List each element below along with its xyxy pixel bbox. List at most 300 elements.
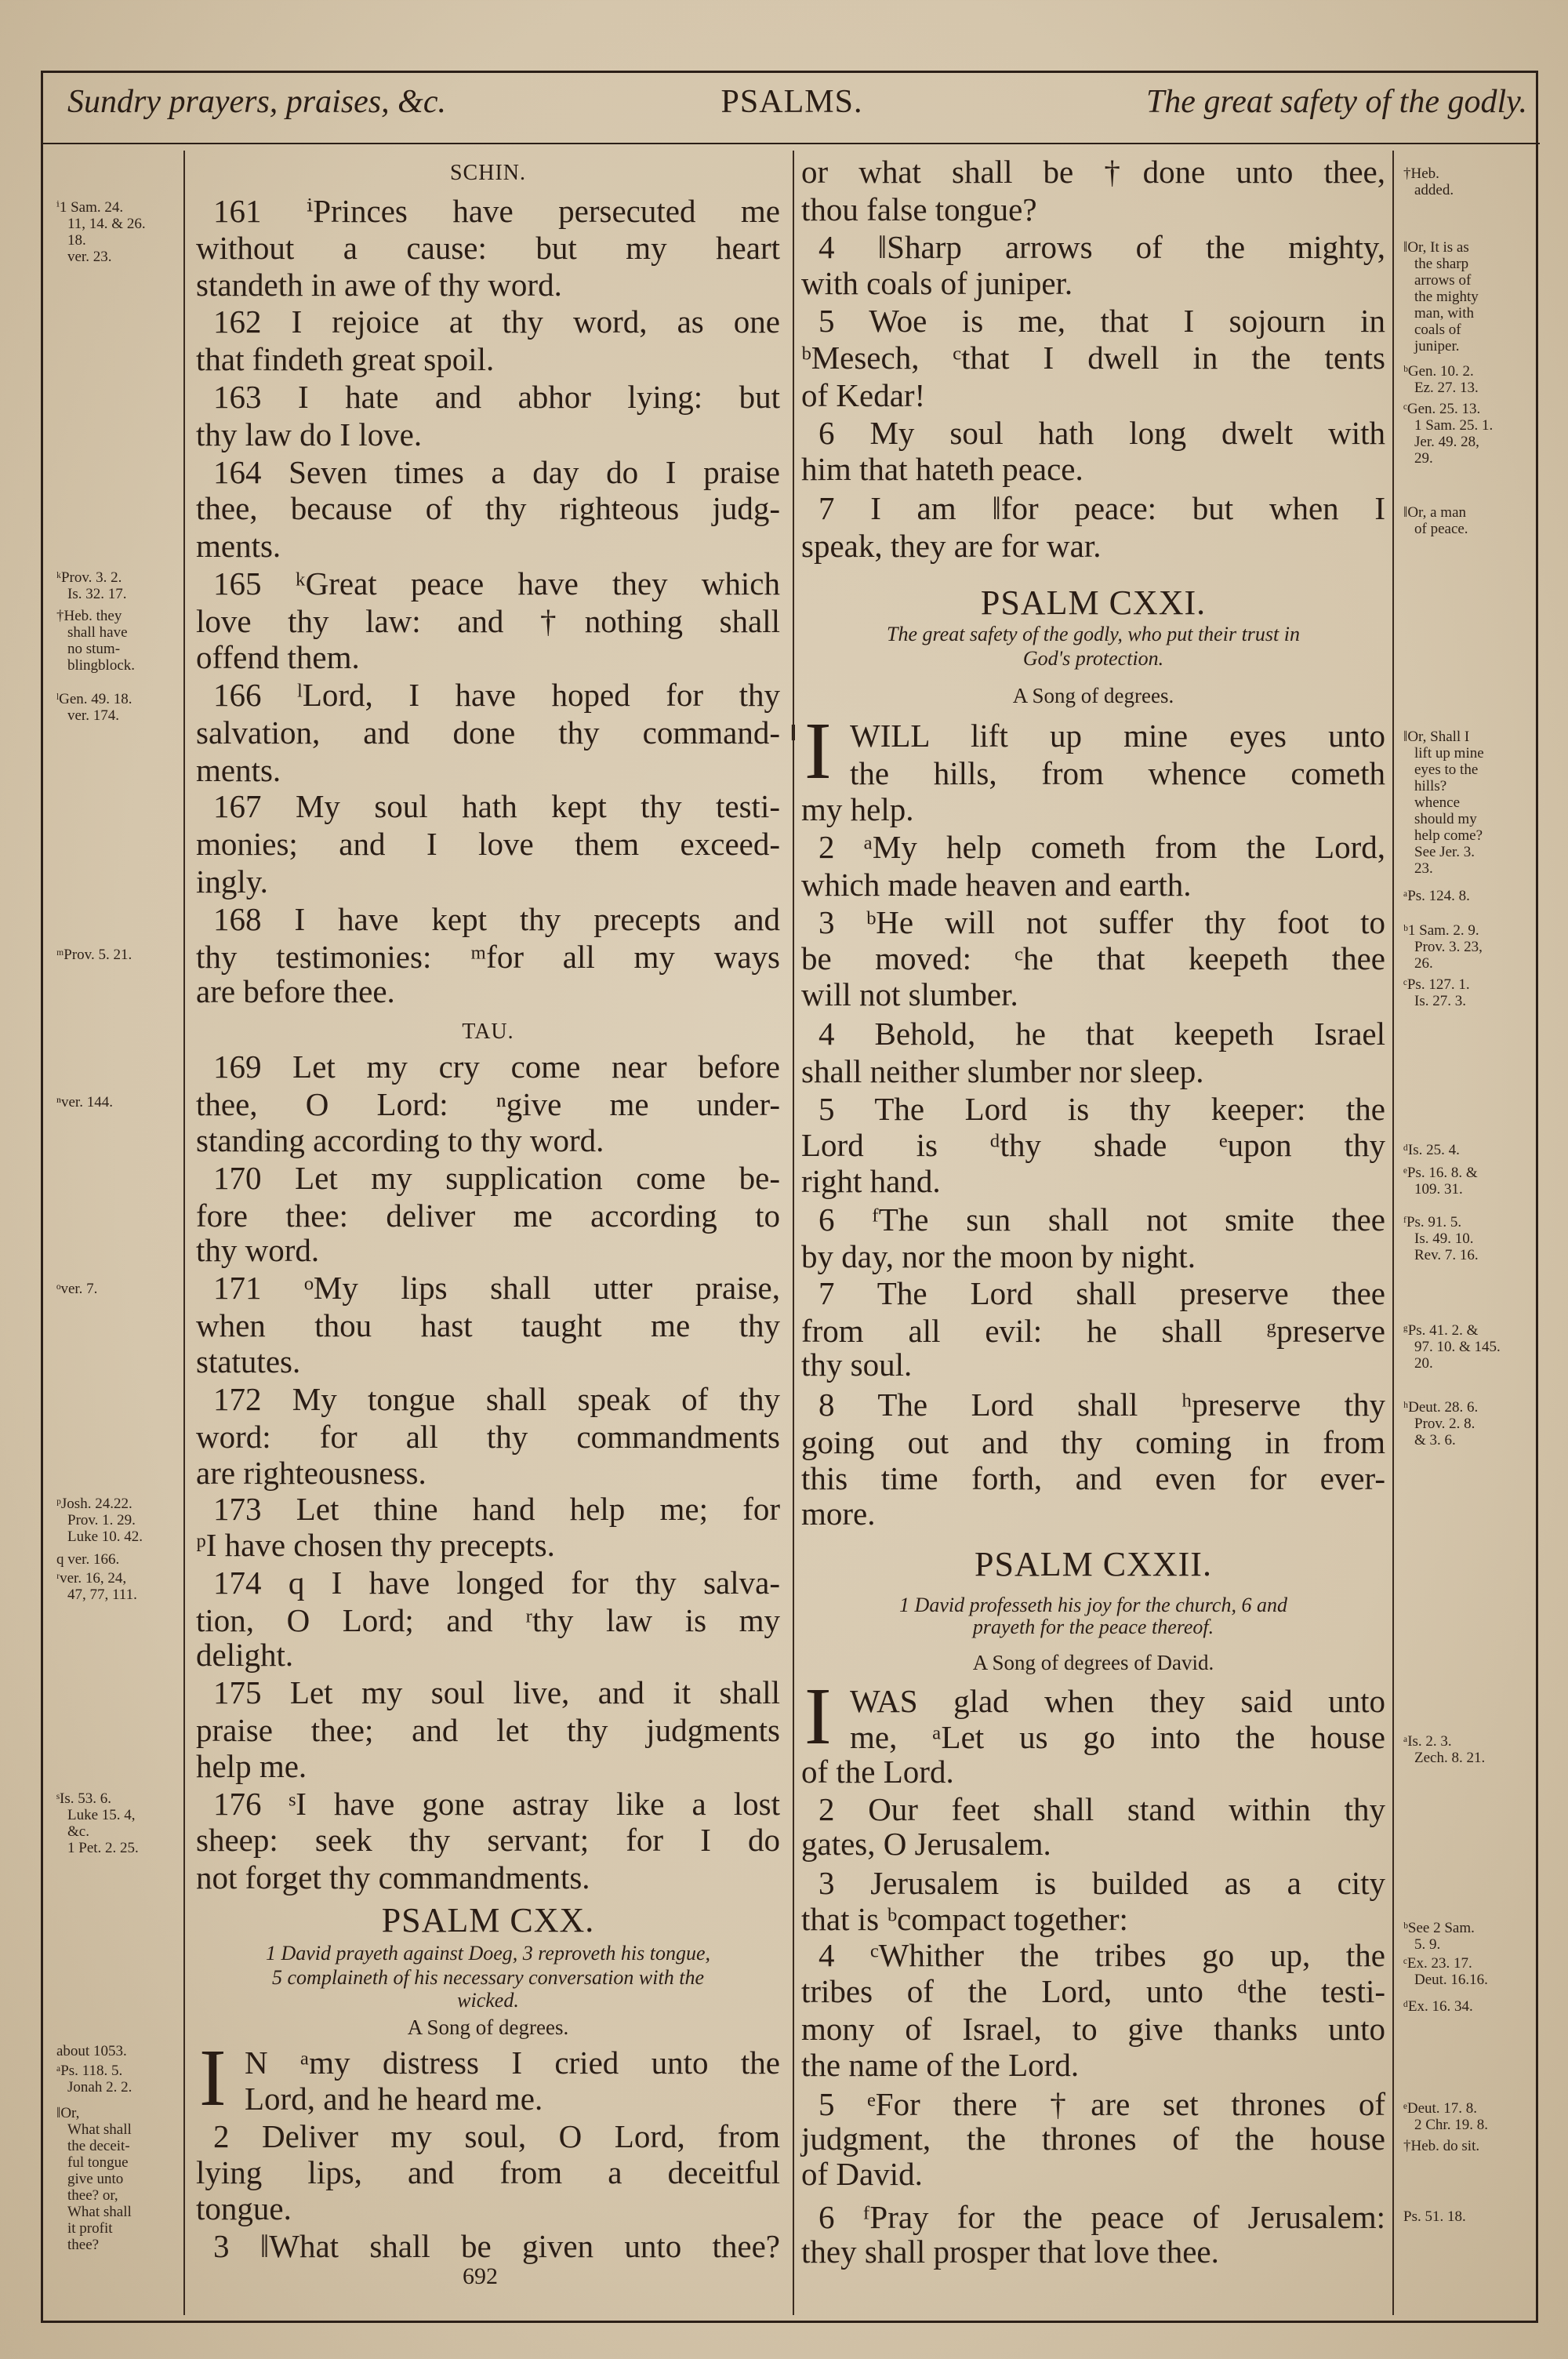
left-margin-note: ʳver. 16, 24, (56, 1569, 127, 1587)
verse-line (213, 1490, 780, 1528)
right-margin-note: ᵃPs. 124. 8. (1403, 888, 1470, 905)
verse-line (213, 1159, 780, 1197)
verse-line (196, 416, 780, 453)
right-margin-note: & 3. 6. (1414, 1432, 1456, 1449)
verse-line (213, 1269, 780, 1307)
drop-cap: I (199, 2032, 227, 2123)
running-head-right: The great safety of the godly. (1145, 84, 1527, 120)
line-text: love thy law: and †nothing shall (196, 603, 780, 640)
right-margin-note: ᵉPs. 16. 8. & (1403, 1165, 1478, 1182)
verse-line (213, 2117, 780, 2155)
verse-line (213, 1380, 780, 1418)
verse-line (801, 2010, 1385, 2048)
verse-line (196, 863, 780, 900)
verse-line (196, 229, 780, 267)
verse-line (818, 1090, 1385, 1128)
line-text: ingly. (196, 863, 268, 900)
verse-line (196, 1307, 780, 1344)
line-text: 5 complaineth of his necessary conversation with the (272, 1966, 704, 1990)
verse-line (196, 1636, 780, 1674)
line-text: 5 ᵉFor there †are set thrones of (818, 2086, 1385, 2123)
line-text: 3 ᵇHe will not suffer thy foot to (818, 903, 1385, 940)
psalm-heading (801, 583, 1385, 623)
right-margin-note: 5. 9. (1414, 1936, 1441, 1953)
line-text: A Song of degrees. (407, 2015, 569, 2039)
line-text: 3 Jerusalem is builded as a city (818, 1865, 1385, 1902)
left-margin-note: blingblock. (67, 657, 136, 674)
verse-line (801, 976, 1385, 1013)
line-text: lying lips, and from a deceitful (196, 2154, 780, 2190)
line-text: sheep: seek thy servant; for I do (196, 1821, 780, 1858)
line-text: 1 David prayeth against Doeg, 3 reproveth his tongue, (265, 1942, 711, 1965)
psalm-summary (196, 1942, 780, 1965)
left-margin-note: †Heb. they (56, 608, 122, 625)
verse-line (818, 302, 1385, 340)
left-margin-note: ver. 23. (67, 248, 112, 265)
line-text: 5 Woe is me, that I sojourn in (818, 302, 1385, 339)
line-text: N ᵃmy distress I cried unto the (245, 2044, 780, 2081)
line-text: standeth in awe of thy word. (196, 266, 562, 303)
right-margin-note: Is. 49. 10. (1414, 1230, 1474, 1248)
line-text: ments. (196, 528, 281, 565)
verse-line (245, 2044, 780, 2081)
right-margin-note: 109. 31. (1414, 1181, 1463, 1198)
line-text: thy word. (196, 1231, 320, 1268)
right-margin-note: 20. (1414, 1355, 1433, 1372)
right-margin-note: Ps. 51. 18. (1403, 2208, 1466, 2226)
line-text: thy testimonies: ᵐfor all my ways (196, 938, 780, 975)
left-margin-note: ᵒver. 7. (56, 1280, 98, 1297)
line-text: 164 Seven times a day do I praise (213, 454, 780, 491)
left-margin-note: about 1053. (56, 2043, 127, 2060)
line-text: 165 ᵏGreat peace have they which (213, 565, 780, 602)
left-margin-note: ‖Or, (56, 2104, 80, 2121)
verse-line (801, 1900, 1385, 1938)
line-text: 176 ˢI have gone astray like a lost (213, 1785, 780, 1822)
verse-line (818, 1386, 1385, 1423)
left-margin-rule (183, 151, 185, 2315)
line-text: thou false tongue? (801, 191, 1037, 227)
right-margin-note: 23. (1414, 860, 1433, 877)
line-text: 5 The Lord is thy keeper: the (818, 1090, 1385, 1127)
verse-line (818, 1201, 1385, 1238)
right-margin-note: eyes to the (1414, 761, 1479, 778)
right-margin-note: arrows of (1414, 272, 1472, 289)
line-text: Lord, and he heard me. (245, 2080, 543, 2117)
line-text: will not slumber. (801, 976, 1018, 1012)
verse-line (818, 228, 1385, 266)
verse-line (818, 1936, 1385, 1974)
verse-line (801, 1238, 1385, 1275)
psalm-superscription (801, 1650, 1385, 1675)
line-text: this time forth, and even for ever- (801, 1460, 1385, 1497)
left-margin-note: thee? (67, 2236, 100, 2253)
right-margin-note: help come? (1414, 827, 1483, 844)
line-text: salvation, and done thy command- (196, 714, 780, 751)
line-text: or what shall be †done unto thee, (801, 153, 1385, 190)
verse-line (801, 1126, 1385, 1164)
verse-line (196, 638, 780, 676)
right-margin-note: Rev. 7. 16. (1414, 1247, 1479, 1264)
line-text: tongue. (196, 2190, 292, 2226)
right-margin-note: ᵇSee 2 Sam. (1403, 1919, 1475, 1936)
line-text: 168 I have kept thy precepts and (213, 900, 780, 937)
right-margin-note: the sharp (1414, 256, 1469, 273)
line-text: are before thee. (196, 972, 395, 1009)
verse-line (818, 489, 1385, 527)
page-number: 692 (463, 2263, 498, 2289)
verse-line (196, 266, 780, 304)
line-text: God's protection. (1022, 647, 1164, 671)
line-text: ᵖI have chosen thy precepts. (196, 1526, 555, 1563)
line-text: tion, O Lord; and ʳthy law is my (196, 1601, 780, 1638)
line-text: 3 ‖What shall be given unto thee? (213, 2227, 780, 2264)
right-margin-note: the mighty (1414, 289, 1479, 306)
verse-line (213, 303, 780, 340)
line-text: 171 ᵒMy lips shall utter praise, (213, 1269, 780, 1306)
verse-line (850, 1718, 1385, 1756)
line-text: 166 ˡLord, I have hoped for thy (213, 677, 780, 714)
verse-line (818, 1864, 1385, 1902)
verse-line (801, 1459, 1385, 1497)
right-margin-note: Jer. 49. 28, (1414, 433, 1479, 450)
verse-line (196, 602, 780, 640)
line-text: are righteousness. (196, 1454, 426, 1491)
right-margin-note: Ez. 27. 13. (1414, 379, 1479, 396)
verse-line (196, 1859, 780, 1896)
line-text: mony of Israel, to give thanks unto (801, 2011, 1385, 2048)
verse-line (801, 940, 1385, 977)
verse-line (801, 527, 1385, 565)
right-margin-note: ᵇ1 Sam. 2. 9. (1403, 922, 1479, 940)
line-text: thee, O Lord: ⁿgive me under- (196, 1085, 780, 1122)
line-text: statutes. (196, 1343, 301, 1379)
verse-line (801, 1825, 1385, 1863)
line-text: Lord is ᵈthy shade ᵉupon thy (801, 1126, 1385, 1163)
line-text: 170 Let my supplication come be- (213, 1159, 780, 1196)
right-margin-note: ᵉDeut. 17. 8. (1403, 2100, 1478, 2117)
line-text: without a cause: but my heart (196, 230, 780, 267)
line-text: with coals of juniper. (801, 264, 1073, 301)
verse-line (801, 1972, 1385, 2010)
verse-line (196, 751, 780, 789)
line-text: that is ᵇcompact together: (801, 1901, 1128, 1938)
line-text: 169 Let my cry come near before (213, 1048, 780, 1085)
verse-line (196, 2190, 780, 2227)
verse-line (213, 1048, 780, 1085)
verse-line (213, 1564, 780, 1601)
psalm-superscription (196, 2015, 780, 2040)
line-text: from all evil: he shall ᵍpreserve (801, 1313, 1385, 1350)
line-text: 173 Let thine hand help me; for (213, 1490, 780, 1527)
left-margin-note: the deceit- (67, 2137, 130, 2154)
column-divider (793, 151, 794, 2315)
verse-line (213, 676, 780, 714)
line-text: thy law do I love. (196, 416, 423, 453)
left-margin-note: 18. (67, 231, 86, 249)
left-margin-note: 11, 14. & 26. (67, 215, 146, 232)
verse-line (801, 376, 1385, 414)
verse-line (196, 1343, 780, 1380)
right-margin-note: 97. 10. & 145. (1414, 1339, 1501, 1356)
verse-line (245, 2080, 780, 2117)
psalm-summary (196, 1989, 780, 2012)
right-margin-note: lift up mine (1414, 744, 1484, 761)
line-text: 2 ᵃMy help cometh from the Lord, (818, 828, 1385, 865)
line-text: word: for all thy commandments (196, 1418, 780, 1455)
line-text: 6 ᶠPray for the peace of Jerusalem: (818, 2199, 1385, 2236)
line-text: 4 ‖Sharp arrows of the mighty, (818, 228, 1385, 265)
line-text: 1 David professeth his joy for the church, 6 and (899, 1593, 1287, 1616)
line-text: 6 ᶠThe sun shall not smite thee (818, 1201, 1385, 1238)
verse-line (801, 866, 1385, 903)
right-margin-note: whence (1414, 794, 1461, 811)
line-text: that findeth great spoil. (196, 341, 495, 378)
line-text: by day, nor the moon by night. (801, 1238, 1196, 1274)
psalm-superscription (801, 683, 1385, 708)
line-text: PSALM CXXII. (975, 1544, 1212, 1583)
left-margin-note: ᵖJosh. 24.22. (56, 1496, 132, 1512)
verse-line (196, 527, 780, 565)
left-margin-note: it profit (67, 2219, 113, 2237)
line-text: judgment, the thrones of the house (801, 2121, 1385, 2157)
right-margin-note: ‖Or, It is as (1403, 239, 1469, 256)
line-text: 163 I hate and abhor lying: but (213, 379, 780, 416)
right-margin-note: hills? (1414, 777, 1447, 794)
line-text: 8 The Lord shall ʰpreserve thy (818, 1387, 1385, 1423)
line-text: not forget thy commandments. (196, 1859, 590, 1896)
verse-line (801, 1052, 1385, 1090)
line-text: standing according to thy word. (196, 1121, 604, 1158)
right-margin-note: man, with (1414, 305, 1474, 322)
left-margin-note: ᵃPs. 118. 5. (56, 2063, 123, 2080)
verse-line (213, 565, 780, 602)
verse-line (818, 1274, 1385, 1312)
line-text: more. (801, 1495, 876, 1532)
left-margin-note: ᵏProv. 3. 2. (56, 569, 122, 586)
right-margin-note: 26. (1414, 955, 1433, 972)
right-margin-note: ᶜGen. 25. 13. (1403, 400, 1481, 417)
verse-line (818, 1790, 1385, 1828)
verse-line (196, 2154, 780, 2191)
verse-line (801, 450, 1385, 488)
line-text: 2 Our feet shall stand within thy (818, 1791, 1385, 1828)
right-margin-note: ‖Or, Shall I (1403, 728, 1470, 745)
verse-line (818, 1015, 1385, 1052)
verse-line (801, 339, 1385, 376)
right-margin-note: ᶜPs. 127. 1. (1403, 976, 1470, 994)
verse-line (801, 1495, 1385, 1532)
line-text: 6 My soul hath long dwelt with (818, 415, 1385, 452)
verse-line (196, 1601, 780, 1639)
verse-line (213, 192, 780, 230)
left-margin-note: ˡGen. 49. 18. (56, 690, 132, 707)
line-text: The great safety of the godly, who put their trust in (887, 623, 1300, 646)
line-text: tribes of the Lord, unto ᵈthe testi- (801, 1973, 1385, 2010)
line-text: my help. (801, 791, 914, 827)
verse-line (196, 1821, 780, 1859)
line-text: 175 Let my soul live, and it shall (213, 1674, 780, 1710)
left-margin-note: &c. (67, 1823, 89, 1840)
line-text: A Song of degrees of David. (972, 1651, 1214, 1675)
verse-line (850, 717, 1385, 754)
verse-line (801, 1753, 1385, 1790)
line-text: 162 I rejoice at thy word, as one (213, 304, 780, 340)
left-margin-note: q ver. 166. (56, 1550, 120, 1568)
verse-line (213, 2227, 780, 2265)
line-text: TAU. (462, 1019, 514, 1044)
verse-line (850, 754, 1385, 792)
right-margin-note: ᶜEx. 23. 17. (1403, 1954, 1472, 1972)
line-text: him that hateth peace. (801, 451, 1083, 488)
verse-line (213, 900, 780, 938)
psalm-summary (801, 647, 1385, 671)
right-margin-note: Prov. 2. 8. (1414, 1416, 1475, 1433)
verse-line (196, 1526, 780, 1564)
line-text: help me. (196, 1747, 307, 1784)
verse-line (801, 1312, 1385, 1350)
left-margin-note: no stum- (67, 641, 121, 658)
left-margin-note: give unto (67, 2170, 124, 2187)
line-text: A Song of degrees. (1012, 684, 1174, 708)
verse-line (801, 1423, 1385, 1461)
verse-line (196, 1085, 780, 1123)
line-text: 7 I am ‖for peace: but when I (818, 490, 1385, 527)
verse-line (801, 191, 1385, 228)
line-text: fore thee: deliver me according to (196, 1197, 780, 1234)
verse-line (196, 1711, 780, 1749)
running-head-left: Sundry prayers, praises, &c. (67, 84, 446, 120)
section-letter-heading (196, 154, 780, 192)
left-margin-note: Jonah 2. 2. (67, 2079, 132, 2096)
right-margin-note: Zech. 8. 21. (1414, 1750, 1486, 1767)
line-text: of David. (801, 2155, 923, 2192)
verse-line (801, 2120, 1385, 2157)
line-text: PSALM CXX. (381, 1901, 595, 1940)
verse-line (196, 1418, 780, 1456)
verse-line (818, 2198, 1385, 2236)
right-margin-note: juniper. (1414, 338, 1460, 355)
left-margin-note: What shall (67, 2203, 132, 2220)
right-margin-note: 1 Sam. 25. 1. (1414, 416, 1494, 434)
line-text: the hills, from whence cometh (850, 754, 1385, 791)
left-margin-note: Luke 10. 42. (67, 1528, 143, 1545)
psalm-summary (196, 1966, 780, 1990)
verse-line (196, 972, 780, 1010)
left-margin-note: ˢIs. 53. 6. (56, 1790, 112, 1807)
book-title: PSALMS. (720, 84, 863, 120)
line-text: 7 The Lord shall preserve thee (818, 1275, 1385, 1312)
right-margin-note: ᵃIs. 2. 3. (1403, 1733, 1452, 1750)
line-text: when thou hast taught me thy (196, 1307, 780, 1343)
line-text: WAS glad when they said unto (850, 1683, 1385, 1720)
verse-line (196, 340, 780, 378)
verse-line (196, 1197, 780, 1234)
verse-line (801, 2155, 1385, 2193)
line-text: monies; and I love them exceed- (196, 825, 780, 862)
right-margin-note: Is. 27. 3. (1414, 993, 1466, 1010)
verse-line (818, 414, 1385, 452)
verse-line (801, 2233, 1385, 2270)
left-margin-note: shall have (67, 624, 128, 642)
psalm-summary (801, 1616, 1385, 1639)
verse-line (801, 264, 1385, 302)
line-text: going out and thy coming in from (801, 1424, 1385, 1461)
line-text: right hand. (801, 1162, 941, 1199)
verse-line (850, 1682, 1385, 1720)
verse-line (818, 903, 1385, 941)
psalm-summary (801, 1594, 1385, 1617)
right-margin-note: of peace. (1414, 521, 1468, 538)
verse-line (213, 787, 780, 825)
left-margin-note: 1 Pet. 2. 25. (67, 1839, 139, 1856)
verse-line (801, 791, 1385, 828)
left-margin-note: What shall (67, 2121, 132, 2138)
header-rule (41, 143, 1540, 144)
left-margin-note: thee? or, (67, 2186, 118, 2204)
line-text: they shall prosper that love thee. (801, 2234, 1219, 2270)
right-margin-note: added. (1414, 182, 1454, 199)
left-margin-note: Is. 32. 17. (67, 585, 127, 602)
right-margin-note: ᵈIs. 25. 4. (1403, 1142, 1460, 1159)
psalm-summary (801, 623, 1385, 646)
line-text: delight. (196, 1636, 294, 1673)
verse-line (213, 378, 780, 416)
line-text: me, ᵃLet us go into the house (850, 1719, 1385, 1756)
verse-line (196, 825, 780, 863)
line-text: be moved: ᶜhe that keepeth thee (801, 940, 1385, 976)
left-margin-note: ⁿver. 144. (56, 1093, 113, 1110)
line-text: thy soul. (801, 1346, 913, 1383)
verse-line (801, 1162, 1385, 1200)
line-text: thee, because of thy righteous judg- (196, 490, 780, 527)
verse-line (801, 2046, 1385, 2084)
line-text: of the Lord. (801, 1754, 954, 1790)
verse-line (196, 489, 780, 527)
line-text: 161 ⁱPrinces have persecuted me (213, 192, 780, 229)
left-margin-note: 47, 77, 111. (67, 1586, 137, 1603)
line-text: SCHIN. (449, 160, 526, 185)
line-text: prayeth for the peace thereof. (972, 1616, 1214, 1639)
right-margin-note: ‖Or, a man (1403, 504, 1467, 522)
psalm-heading (196, 1900, 780, 1938)
right-margin-note: ᵈEx. 16. 34. (1403, 1997, 1473, 2015)
line-text: shall neither slumber nor sleep. (801, 1052, 1204, 1089)
right-margin-note: 29. (1414, 449, 1433, 467)
right-margin-note: ʰDeut. 28. 6. (1403, 1399, 1479, 1416)
right-margin-note: †Heb. (1403, 165, 1439, 183)
verse-line (196, 714, 780, 751)
line-text: speak, they are for war. (801, 528, 1102, 565)
line-text: wicked. (457, 1988, 519, 2012)
left-margin-note: ver. 174. (67, 707, 119, 724)
verse-line (818, 2085, 1385, 2123)
right-margin-note: Prov. 3. 23, (1414, 939, 1483, 956)
verse-line (196, 938, 780, 976)
verse-line (801, 1346, 1385, 1383)
verse-line (213, 1785, 780, 1823)
line-text: offend them. (196, 639, 360, 676)
psalm-heading (801, 1544, 1385, 1582)
verse-line (196, 1747, 780, 1785)
left-margin-note: ᵐProv. 5. 21. (56, 946, 132, 963)
line-text: the name of the Lord. (801, 2047, 1080, 2084)
verse-line (213, 1674, 780, 1711)
right-margin-note: ᵇGen. 10. 2. (1403, 362, 1474, 380)
line-text: 172 My tongue shall speak of thy (213, 1380, 780, 1417)
drop-cap: I (804, 705, 832, 796)
left-margin-note: Prov. 1. 29. (67, 1512, 136, 1528)
